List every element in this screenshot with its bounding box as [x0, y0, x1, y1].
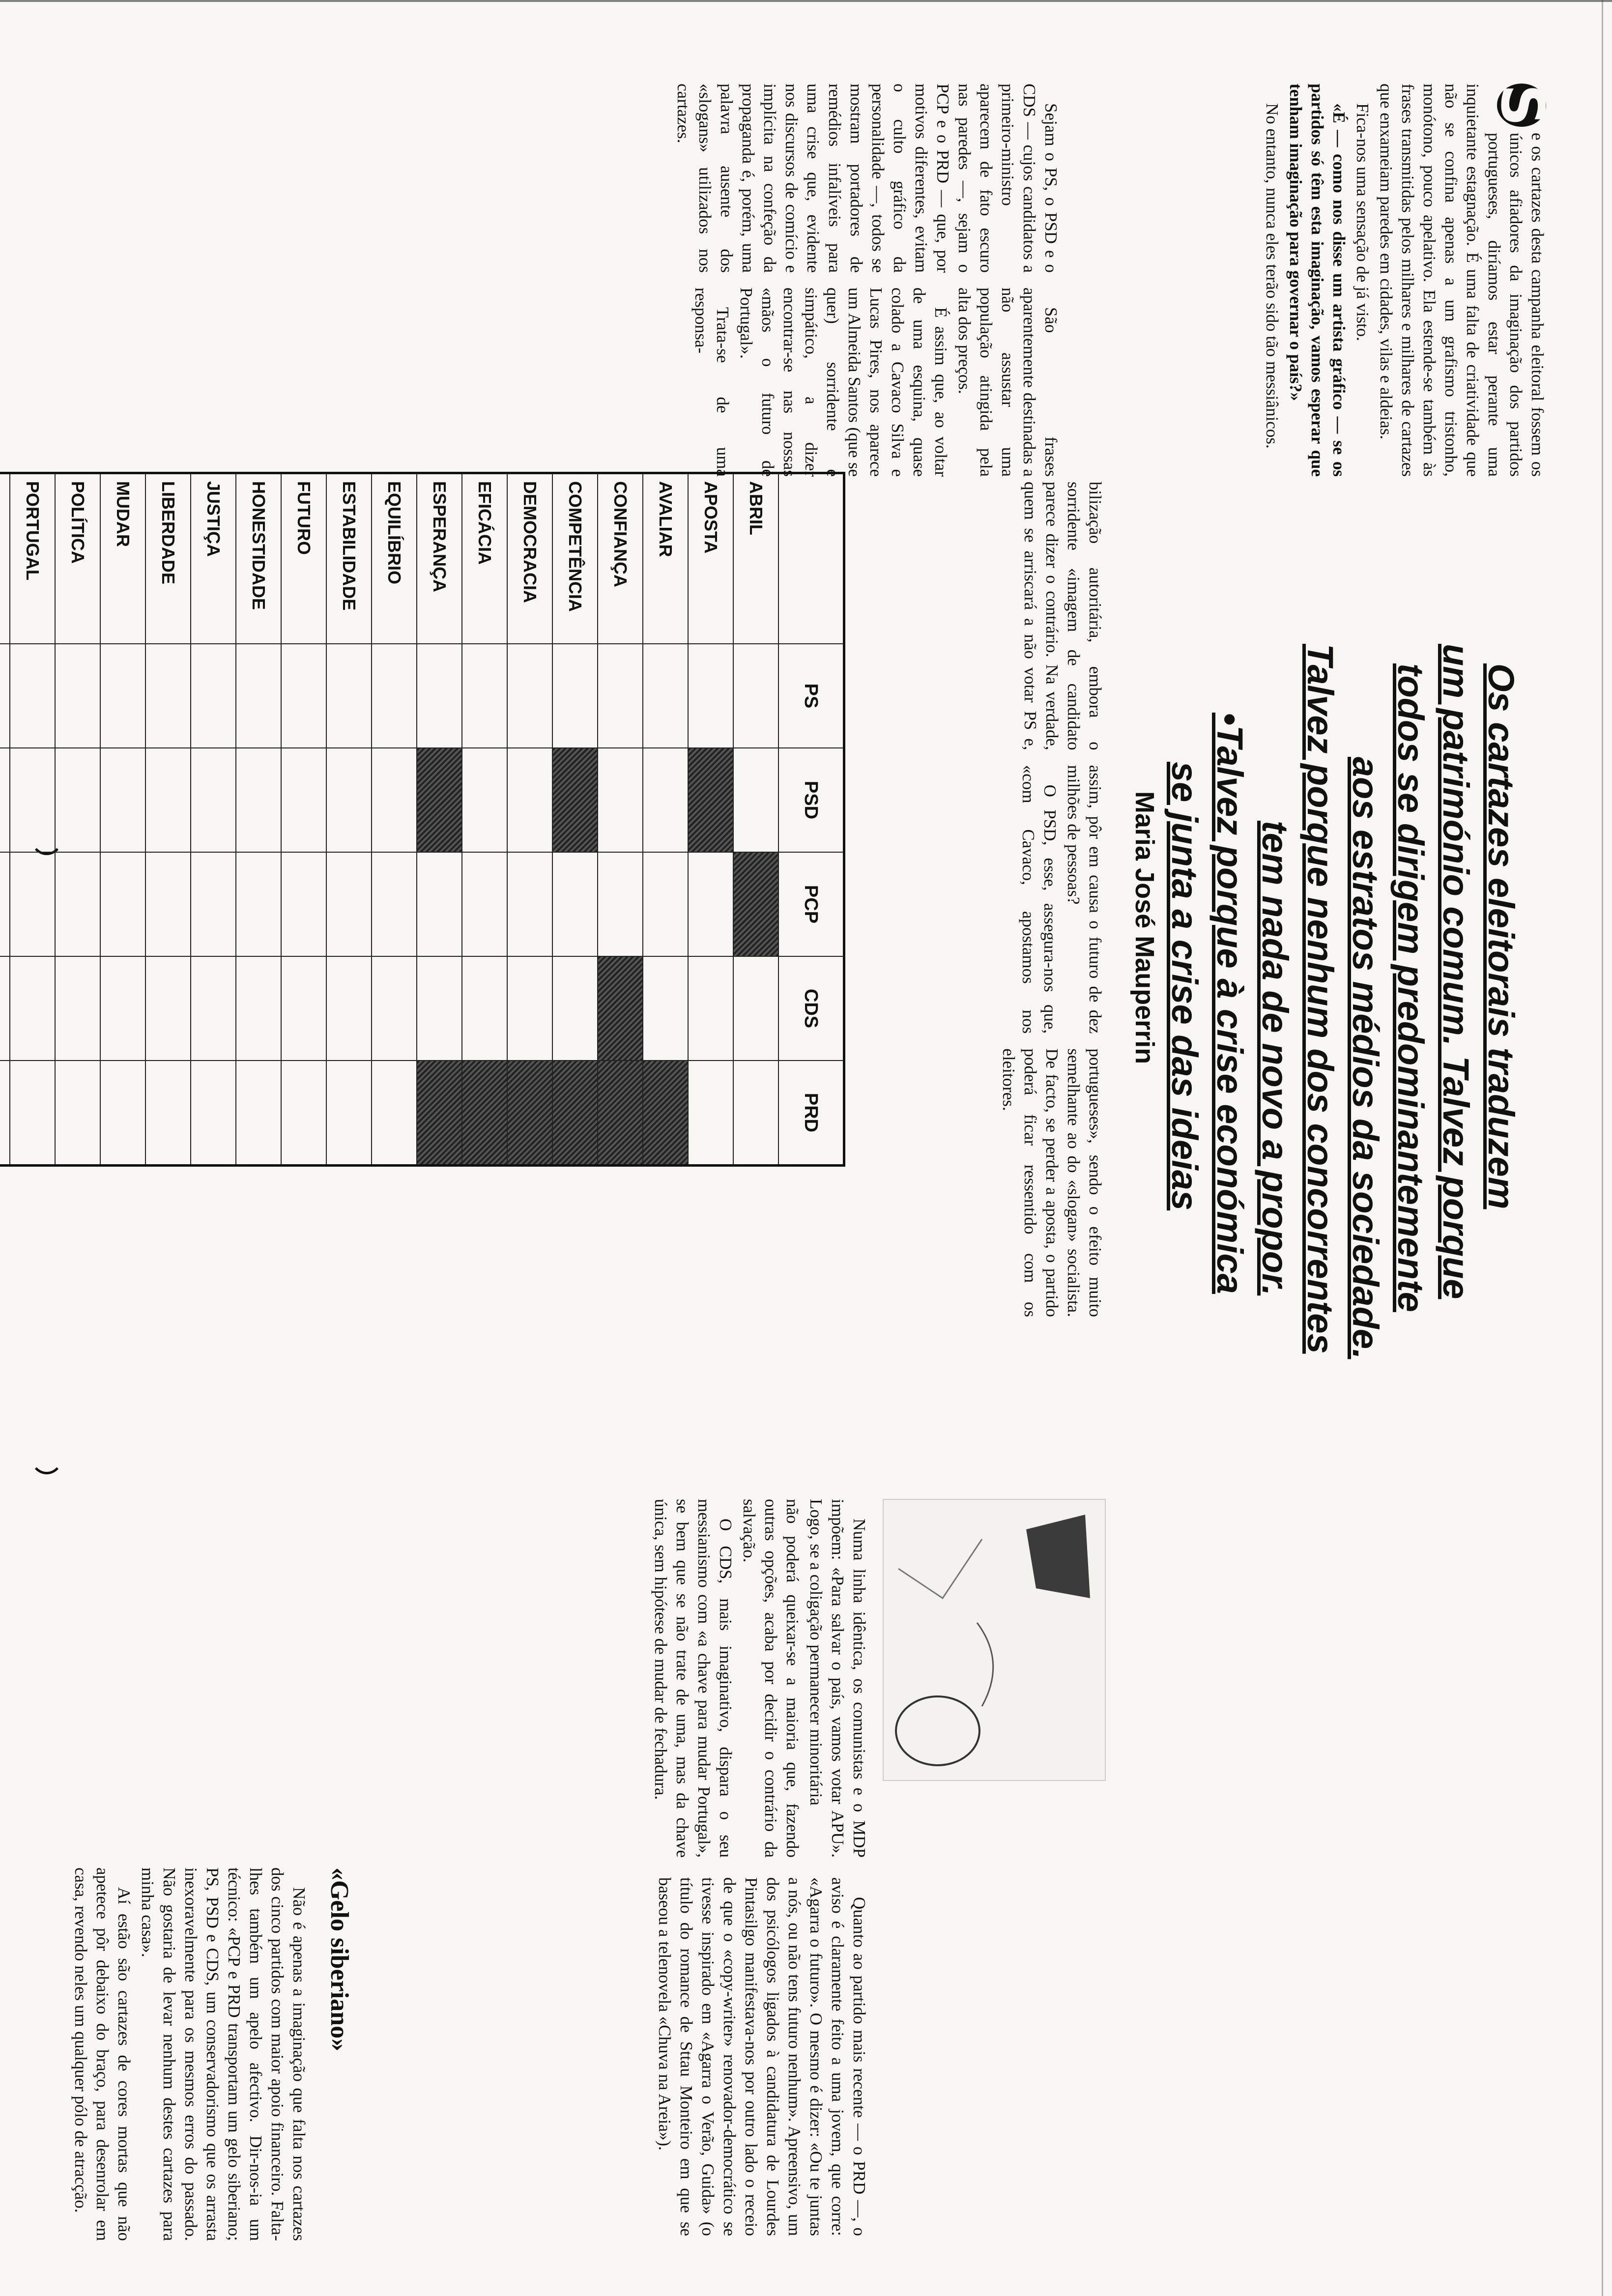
table-cell: [417, 748, 462, 852]
slogan-word: POLÍTICA: [55, 473, 100, 644]
table-cell: [0, 748, 10, 852]
headline-line: todos se dirigem predominantemente: [1390, 663, 1431, 1312]
table-cell: [733, 748, 778, 852]
table-cell: [281, 956, 326, 1061]
table-cell: [733, 852, 778, 956]
slogan-word: HONESTIDADE: [236, 473, 281, 644]
table-cell: [372, 644, 417, 748]
article-column-3: [374, 1499, 870, 2236]
headline-line: aos estratos médios da sociedade.: [1345, 757, 1386, 1359]
party-header-cds: CDS: [778, 956, 844, 1061]
paragraph: bilização autoritária, embora o sorridente «imagem de candidato parece dizer o contrário. Na verdade, quem se arriscará a não votar PS e, assim, pôr em causa o futuro de dez milhões de pessoas?: [1021, 482, 1105, 1034]
table-cell: [100, 644, 145, 748]
table-cell: [552, 852, 598, 956]
table-cell: [145, 748, 191, 852]
table-row: [55, 473, 100, 1166]
table-cell: [507, 852, 552, 956]
paragraph: «É — como nos disse um artista gráfico — se os partidos só têm esta imaginação, vamos esperar que tenham imaginação para governar o país?»: [1286, 84, 1349, 477]
table-cell: [10, 644, 55, 748]
paragraph: O CDS, mais imaginativo, dispara o seu messianismo com «a chave para mudar Portugal», se bem que se não trate de uma, mas da chave única, sem hipótese de mudar de fechadura.: [651, 1499, 735, 1858]
photo-illustration: [884, 1500, 1105, 1780]
table-cell: [552, 644, 598, 748]
table-cell: [598, 1061, 643, 1166]
table-cell: [598, 644, 643, 748]
slogan-word: MUDAR: [100, 473, 145, 644]
table-cell: [10, 1061, 55, 1166]
table-cell: [643, 748, 688, 852]
slogan-word-table: [0, 472, 845, 1167]
table-cell: [0, 1061, 10, 1166]
table-row: [10, 473, 55, 1166]
slogan-word: LIBERDADE: [145, 473, 191, 644]
table-cell: [326, 748, 372, 852]
table-cell: [733, 1061, 778, 1166]
slogan-word: ESPERANÇA: [417, 473, 462, 644]
table-cell: [507, 956, 552, 1061]
table-cell: [326, 852, 372, 956]
table-cell: [10, 852, 55, 956]
table-cell: [552, 956, 598, 1061]
table-row: [191, 473, 236, 1166]
headline-line: se junta a crise das ideias: [1164, 762, 1205, 1211]
headline-line: Talvez porque nenhum dos concorrentes: [1300, 644, 1341, 1354]
table-cell: [145, 852, 191, 956]
headline: [1130, 644, 1524, 1578]
table-row: [100, 473, 145, 1166]
slogan-word: FUTURO: [281, 473, 326, 644]
table-cell: [236, 748, 281, 852]
table-row: [145, 473, 191, 1166]
party-header-psd: PSD: [778, 748, 844, 852]
party-header-prd: PRD: [778, 1061, 844, 1166]
slogan-word: EQUILÍBRIO: [372, 473, 417, 644]
table-row: [372, 473, 417, 1166]
table-cell: [372, 956, 417, 1061]
table-cell: [462, 852, 507, 956]
table-cell: [598, 956, 643, 1061]
paragraph: Sejam o PS, o PSD e o CDS — cujos candidatos a primeiro-ministro aparecem de fato escuro nas paredes —, sejam o PCP e o PRD — que, por motivos diferentes, evitam o culto gráfico da personalidade —, todos se mostram portadores de remédios infalíveis para uma crise que, evidente nos discursos de comício e implícita na confeção da propaganda é, porém, uma palavra ausente dos «slogans» utilizados nos cartazes.: [674, 84, 1061, 273]
headline-line: um património comum. Talvez porque: [1436, 644, 1476, 1299]
table-cell: [462, 1061, 507, 1166]
table-cell: [191, 644, 236, 748]
section-subhead: «Gelo siberiano»: [325, 1867, 353, 2052]
table-cell: [507, 644, 552, 748]
headline-line: Os cartazes eleitorais traduzem: [1481, 663, 1522, 1209]
table-cell: [55, 956, 100, 1061]
paragraph: não poderá queixar-se a maioria que, fazendo outras opções, acaba por decidir o contrário da salvação.: [740, 1499, 802, 1858]
table-row: [281, 473, 326, 1166]
table-row: [326, 473, 372, 1166]
table-row: [462, 473, 507, 1166]
slogan-word: AVALIAR: [643, 473, 688, 644]
party-header-pcp: PCP: [778, 852, 844, 956]
table-row: [552, 473, 598, 1166]
headline-line: •Talvez porque à crise económica: [1209, 713, 1250, 1294]
paragraph: O PSD, esse, assegura-nos que, «com Cavaco, apostamos nos portugueses», sendo o efeito muito semelhante ao do «slogan» socialista. De facto, se perder a aposta, o partido poderá ficar ressentido com os eleitores.: [999, 765, 1105, 1317]
table-cell: [236, 852, 281, 956]
table-row: [0, 473, 10, 1166]
table-cell: [643, 644, 688, 748]
table-cell: [598, 748, 643, 852]
table-cell: [372, 748, 417, 852]
paragraph: É assim que, ao voltar de uma esquina, quase colado a Cavaco Silva e Lucas Pires, nos aparece um Almeida Santos (que se quer) sorridente e simpático, a dizer encontrar-se nas nossas «mãos o futuro de Portugal».: [737, 287, 950, 477]
paragraph: No entanto, nunca eles terão sido tão messiânicos.: [1263, 103, 1282, 449]
candidate-photo: [883, 1499, 1106, 1781]
author-byline: Maria José Mauperrin: [1130, 791, 1159, 1064]
table-corner: [778, 473, 844, 644]
table-cell: [598, 852, 643, 956]
table-cell: [462, 644, 507, 748]
slogan-word: PORTUGAL: [10, 473, 55, 644]
table-cell: [688, 644, 733, 748]
table-cell: [281, 644, 326, 748]
slogan-word: COMPETÊNCIA: [552, 473, 598, 644]
table-cell: [326, 644, 372, 748]
table-header-row: [778, 473, 844, 1166]
table-cell: [281, 1061, 326, 1166]
table-cell: [145, 644, 191, 748]
table-cell: [688, 852, 733, 956]
article-column-1: [1259, 84, 1556, 477]
table-cell: [100, 956, 145, 1061]
table-cell: [55, 1061, 100, 1166]
table-cell: [55, 748, 100, 852]
table-row: [688, 473, 733, 1166]
table-cell: [507, 1061, 552, 1166]
slogan-word: EFICÁCIA: [462, 473, 507, 644]
table-cell: [417, 644, 462, 748]
table-row: [733, 473, 778, 1166]
paragraph: Aí estão são cartazes de cores mortas que não apetece pôr debaixo do braço, para desenrolar em casa, revendo neles um qualquer pólo de atracção.: [71, 1867, 134, 2241]
article-column-4: [34, 1867, 310, 2241]
paragraph: e os cartazes desta campanha eleitoral fossem os únicos afiadores da imaginação dos partidos portugueses, diríamos estar perante uma inquietante estagnação. É uma falta de criatividade que não se confina apenas a um grafismo tristonho, monótono, pouco apelativo. Ela estende-se também às frases transmitidas pelos milhares e milhares de cartazes que enxameiam paredes em cidades, vilas e aldeias.: [1377, 84, 1547, 477]
table-cell: [462, 956, 507, 1061]
table-cell: [688, 748, 733, 852]
table-cell: [326, 1061, 372, 1166]
table-row: [236, 473, 281, 1166]
article-column-1b: [79, 84, 1062, 477]
table-cell: [191, 748, 236, 852]
table-cell: [0, 644, 10, 748]
table-cell: [10, 748, 55, 852]
table-cell: [281, 748, 326, 852]
table-cell: [0, 852, 10, 956]
table-cell: [191, 852, 236, 956]
table-cell: [100, 852, 145, 956]
table-cell: [55, 852, 100, 956]
dropcap: S: [1488, 84, 1556, 127]
slogan-word: ABRIL: [733, 473, 778, 644]
paragraph: Não é apenas a imaginação que falta nos cartazes dos cinco partidos com maior apoio financeiro. Falta-lhes também um apelo afectivo. Dir-nos-ia um técnico: «PCP e PRD transportam um gelo siberiano; PS, PSD e CDS, um conservadorismo que os arrasta inexoravelmente para os mesmos erros do passado. Não gostaria de levar nenhum destes cartazes para minha casa».: [138, 1867, 309, 2241]
table-cell: [688, 956, 733, 1061]
table-cell: [55, 644, 100, 748]
table-cell: [417, 956, 462, 1061]
table-row: [507, 473, 552, 1166]
table-cell: [462, 748, 507, 852]
table-cell: [643, 852, 688, 956]
slogan-word: JUSTIÇA: [191, 473, 236, 644]
table-cell: [552, 748, 598, 852]
table-cell: [145, 956, 191, 1061]
paragraph: Trata-se de uma responsa-: [691, 287, 732, 477]
table-cell: [507, 748, 552, 852]
table-cell: [417, 852, 462, 956]
table-cell: [733, 956, 778, 1061]
table-row: [598, 473, 643, 1166]
table-cell: [372, 852, 417, 956]
table-cell: [643, 1061, 688, 1166]
paragraph: Quanto ao partido mais recente — o PRD —, o aviso é claramente feito a uma jovem, que corre: «Agarra o futuro». O mesmo é dizer: «Ou te juntas a nós, ou não tens futuro nenhum». Apreensivo, um dos psicólogos ligados à candidatura de Lourdes Pintasilgo manifestava-nos por outro lado o receio de que o «copy-writer» renovador-democrático se tivesse inspirado em «Agarra o Verão, Guida» (o título do romance de Sttau Monteiro em que se baseou a telenovela «Chuva na Areia»).: [655, 1877, 869, 2236]
table-row: [643, 473, 688, 1166]
table-cell: [643, 956, 688, 1061]
table-cell: [191, 1061, 236, 1166]
table-cell: [372, 1061, 417, 1166]
table-cell: [281, 852, 326, 956]
paragraph: São frases aparentemente destinadas a não assustar uma população atingida pela alta dos preços.: [955, 287, 1061, 477]
paragraph: Numa linha idêntica, os comunistas e o MDP impõem: «Para salvar o país, vamos votar APU». Logo, se a coligação permanecer minoritária: [806, 1499, 869, 1858]
article-column-2: [885, 482, 1106, 1317]
table-cell: [236, 956, 281, 1061]
table-cell: [552, 1061, 598, 1166]
party-header-ps: PS: [778, 644, 844, 748]
table-cell: [236, 644, 281, 748]
table-cell: [100, 748, 145, 852]
table-cell: [733, 644, 778, 748]
slogan-word: ESTABILIDADE: [326, 473, 372, 644]
table-cell: [145, 1061, 191, 1166]
table-cell: [236, 1061, 281, 1166]
slogan-word: [0, 473, 10, 644]
table-cell: [0, 956, 10, 1061]
paragraph: Fica-nos uma sensação de já visto.: [1353, 103, 1372, 342]
table-cell: [191, 956, 236, 1061]
slogan-word: CONFIANÇA: [598, 473, 643, 644]
slogan-word: APOSTA: [688, 473, 733, 644]
table-cell: [688, 1061, 733, 1166]
table-row: [417, 473, 462, 1166]
table-cell: [10, 956, 55, 1061]
headline-line: tem nada de novo a propor.: [1255, 821, 1295, 1296]
table-cell: [100, 1061, 145, 1166]
slogan-word: DEMOCRACIA: [507, 473, 552, 644]
table-cell: [417, 1061, 462, 1166]
table-cell: [326, 956, 372, 1061]
